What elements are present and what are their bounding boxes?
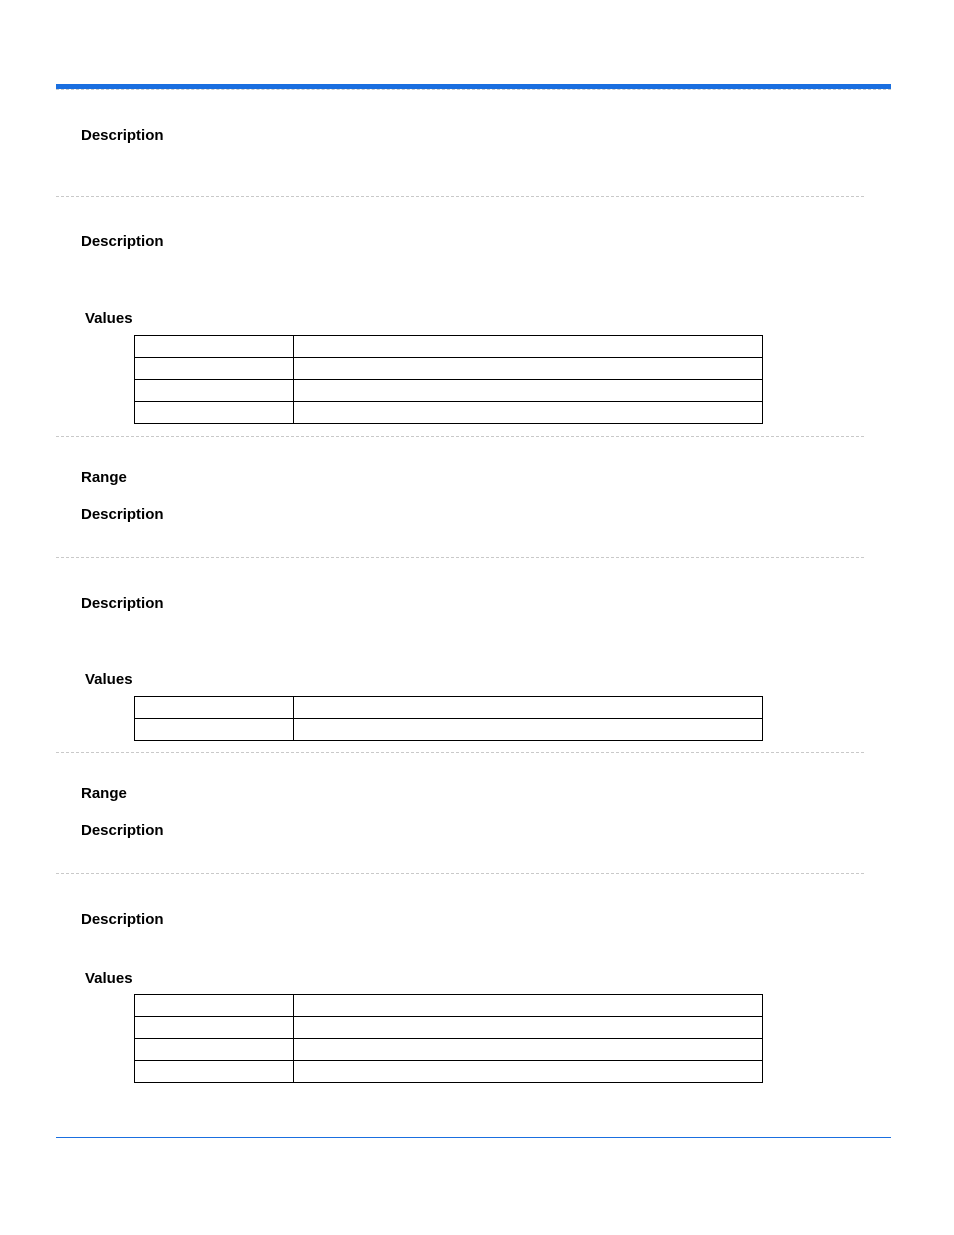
- table-cell-key: [135, 402, 294, 424]
- description-heading: Description: [81, 233, 164, 250]
- description-heading: Description: [81, 127, 164, 144]
- table-cell-value: [294, 380, 763, 402]
- table-cell-value: [294, 719, 763, 741]
- values-heading: Values: [85, 970, 133, 987]
- table-cell-value: [294, 697, 763, 719]
- table-row: [135, 1061, 763, 1083]
- table-cell-key: [135, 358, 294, 380]
- table-row: [135, 336, 763, 358]
- table-cell-value: [294, 995, 763, 1017]
- values-heading: Values: [85, 671, 133, 688]
- values-table: [134, 696, 763, 741]
- table-row: [135, 402, 763, 424]
- table-cell-key: [135, 1061, 294, 1083]
- table-cell-key: [135, 995, 294, 1017]
- table-row: [135, 358, 763, 380]
- section-divider: [56, 873, 864, 874]
- table-row: [135, 697, 763, 719]
- table-cell-key: [135, 719, 294, 741]
- table-cell-value: [294, 1061, 763, 1083]
- range-heading: Range: [81, 469, 127, 486]
- table-row: [135, 1039, 763, 1061]
- footer-rule: [56, 1137, 891, 1138]
- table-row: [135, 380, 763, 402]
- description-heading: Description: [81, 506, 164, 523]
- values-table: [134, 335, 763, 424]
- table-cell-key: [135, 336, 294, 358]
- section-divider: [56, 436, 864, 437]
- table-cell-value: [294, 402, 763, 424]
- table-cell-key: [135, 697, 294, 719]
- description-heading: Description: [81, 822, 164, 839]
- section-divider: [56, 196, 864, 197]
- table-row: [135, 719, 763, 741]
- section-divider: [56, 752, 864, 753]
- table-cell-value: [294, 1017, 763, 1039]
- table-row: [135, 1017, 763, 1039]
- header-dashed-rule: [56, 89, 891, 90]
- table-cell-value: [294, 1039, 763, 1061]
- table-row: [135, 995, 763, 1017]
- section-divider: [56, 557, 864, 558]
- description-heading: Description: [81, 595, 164, 612]
- table-cell-value: [294, 336, 763, 358]
- table-cell-key: [135, 1039, 294, 1061]
- table-cell-key: [135, 1017, 294, 1039]
- description-heading: Description: [81, 911, 164, 928]
- values-table: [134, 994, 763, 1083]
- range-heading: Range: [81, 785, 127, 802]
- values-heading: Values: [85, 310, 133, 327]
- table-cell-value: [294, 358, 763, 380]
- table-cell-key: [135, 380, 294, 402]
